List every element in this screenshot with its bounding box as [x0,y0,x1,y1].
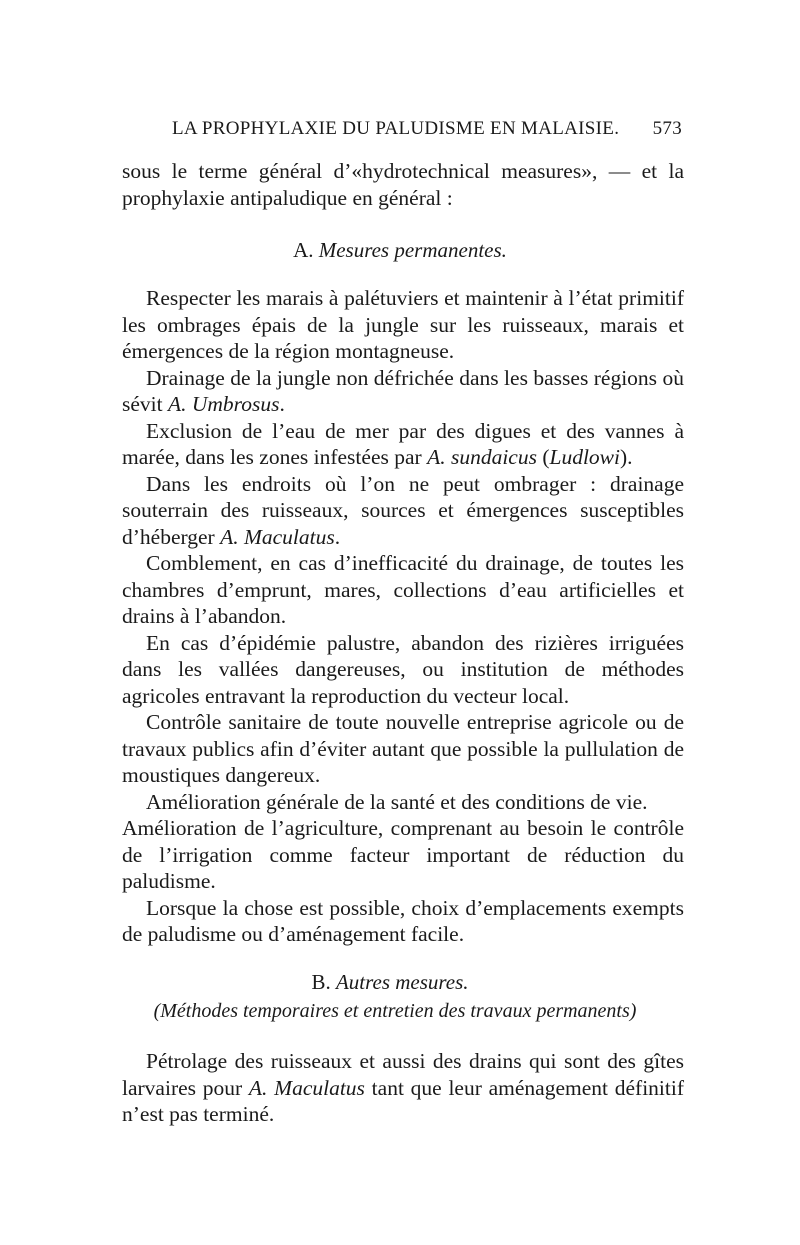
intro-block [122,158,684,211]
section-b-subtitle: (Méthodes temporaires et entretien des travaux permanents) [153,1000,637,1022]
running-head [172,118,682,140]
paragraph-epidemie: En cas d’épidémie palustre, abandon des rizières irriguées dans les vallées dangereuses, ou institution de méthodes agricoles entravant la reproduction du vecteur local. [122,630,684,708]
species-name: A. Umbrosus [167,392,280,416]
section-a-body [122,285,684,948]
section-a-letter: A. [293,238,314,262]
section-b-letter: B. [311,970,331,994]
paragraph-amelioration-sante: Amélioration générale de la santé et des conditions de vie. [146,789,648,814]
species-name: A. Maculatus [220,524,335,549]
paragraph-exclusion: Exclusion de l’eau de mer par des digues et des vannes à marée, dans les zones infestées par A. sundaicus (Ludlowi). [122,418,684,469]
paragraph-drainage: Drainage de la jungle non défrichée dans les basses régions où sévit A. Umbrosus. [122,365,684,416]
running-head-title: LA PROPHYLAXIE DU PALUDISME EN MALAISIE. [172,118,620,139]
page-number: 573 [652,118,682,139]
section-b-title: Autres mesures. [335,970,469,994]
section-b-body [122,1048,684,1128]
intro-paragraph: sous le terme général d’«hydrotechnical measures», — et la prophylaxie antipaludique en général : [122,159,684,210]
paragraph-ombrager: Dans les endroits où l’on ne peut ombrager : drainage souterrain des ruisseaux, sources et émergences susceptibles d’héberger A. Maculatus. [122,471,684,549]
paragraph-petrolage: Pétrolage des ruisseaux et aussi des drains qui sont des gîtes larvaires pour A. Maculatus tant que leur aménagement définitif n’est pas terminé. [122,1049,684,1126]
paragraph-controle: Contrôle sanitaire de toute nouvelle entreprise agricole ou de travaux publics afin d’éviter autant que possible la pullulation de moustiques dangereux. [122,710,684,787]
paragraph-marais: Respecter les marais à palétuviers et maintenir à l’état primitif les ombrages épais de la jungle sur les ruisseaux, marais et émergences de la région montagneuse. [122,286,684,363]
species-name: A. Maculatus [248,1075,365,1100]
species-name: Ludlowi [549,445,620,469]
paragraph-emplacements: Lorsque la chose est possible, choix d’emplacements exempts de paludisme ou d’aménagement facile. [122,895,684,946]
section-a-title: Mesures permanentes. [318,238,507,262]
paragraph-comblement: Comblement, en cas d’inefficacité du drainage, de toutes les chambres d’emprunt, mares, collections d’eau artificielles et drains à l’abandon. [122,551,684,628]
species-name: A. sundaicus [427,445,537,469]
section-b-heading [0,970,780,995]
paragraph-amelioration-agriculture: Amélioration de l’agriculture, comprenant au besoin le contrôle de l’irrigation comme facteur important de réduction du paludisme. [122,816,684,893]
section-a-heading [0,238,800,263]
